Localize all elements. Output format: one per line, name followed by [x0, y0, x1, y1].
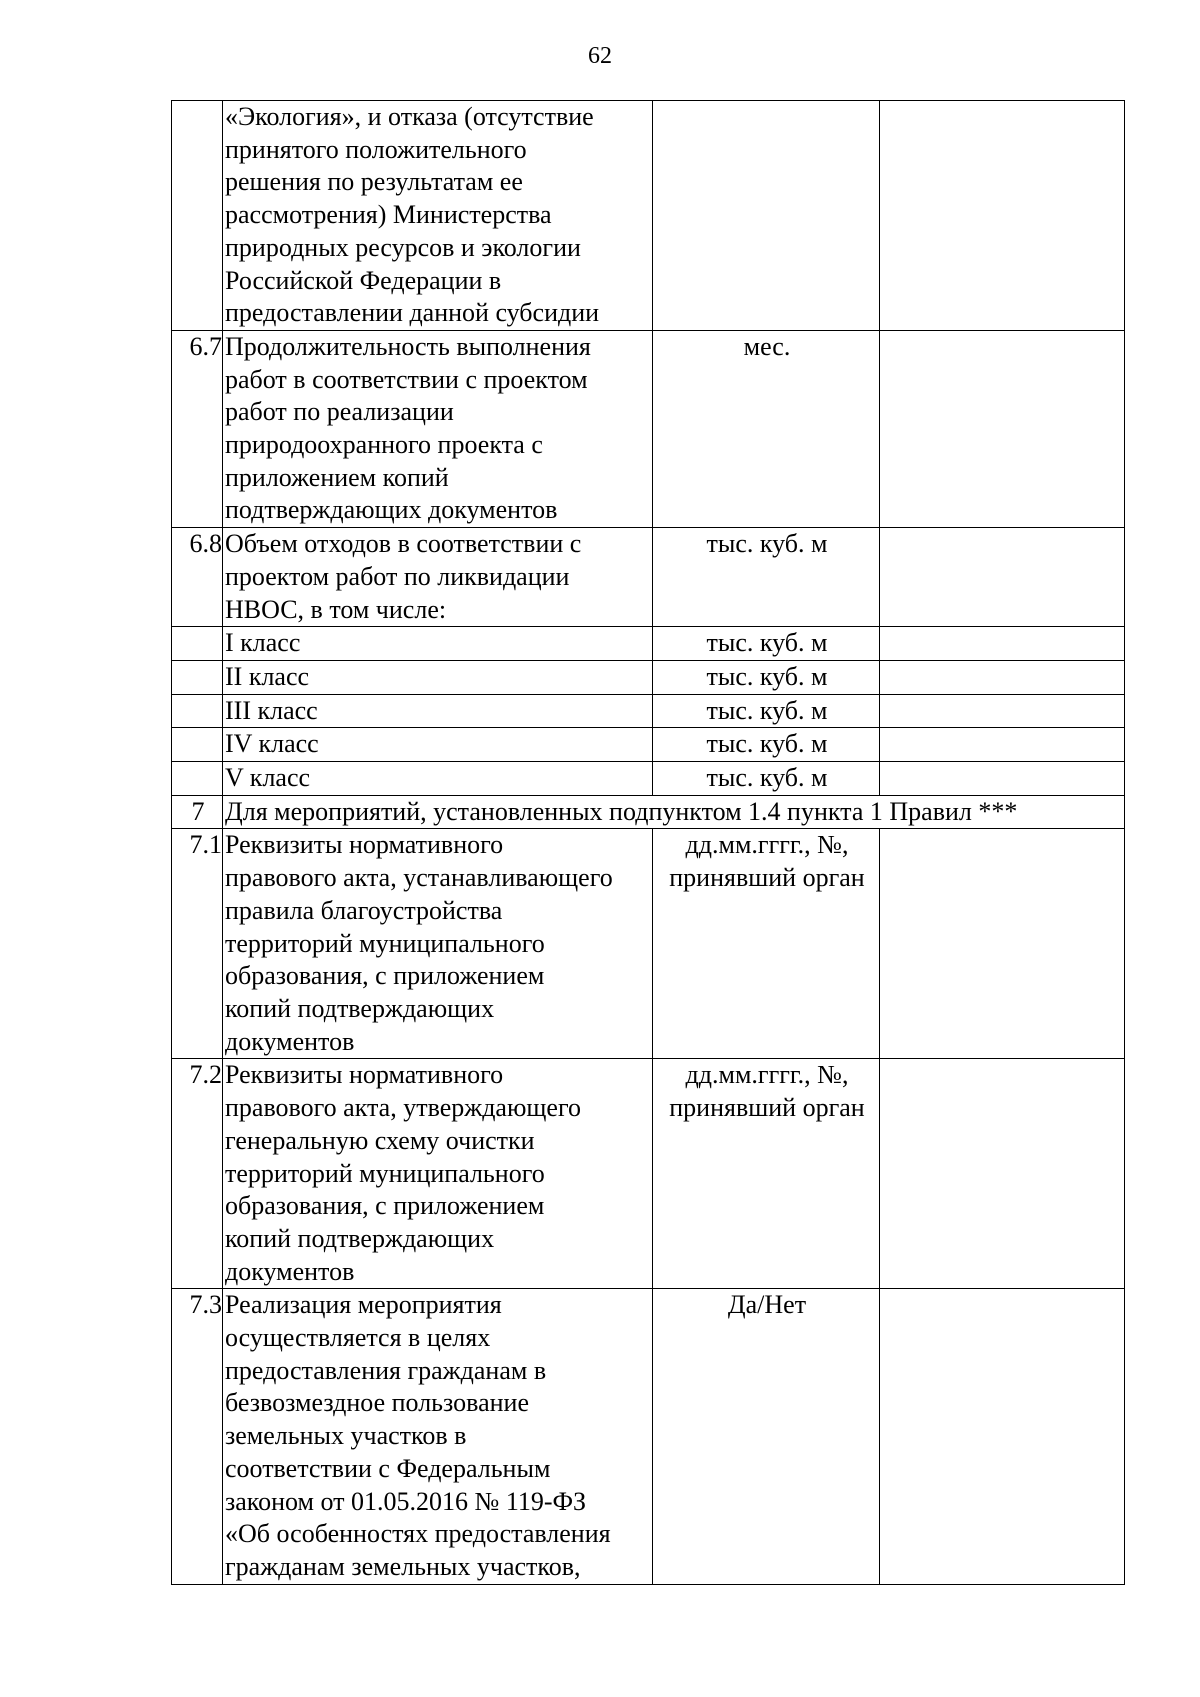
page-number: 62 [588, 43, 612, 69]
row-number [172, 101, 223, 331]
row-value-cell [880, 694, 1125, 728]
row-description: II класс [223, 660, 653, 694]
row-number [172, 728, 223, 762]
table-row [172, 694, 1125, 728]
row-description: V класс [223, 762, 653, 796]
row-unit: тыс. куб. м [653, 660, 880, 694]
table-row [172, 1059, 1125, 1289]
row-unit [653, 101, 880, 331]
row-value-cell [880, 1059, 1125, 1289]
section-header-row [172, 795, 1125, 829]
row-number: 6.8 [172, 528, 223, 627]
row-description: Реквизиты нормативного правового акта, утверждающего генеральную схему очистки территорий муниципального образования, с приложением копий подтверждающих документов [223, 1059, 653, 1289]
row-number: 7.1 [172, 829, 223, 1059]
table-row [172, 660, 1125, 694]
row-unit: тыс. куб. м [653, 762, 880, 796]
row-description: Объем отходов в соответствии с проектом работ по ликвидации НВОС, в том числе: [223, 528, 653, 627]
row-value-cell [880, 101, 1125, 331]
row-number [172, 762, 223, 796]
row-number [172, 627, 223, 661]
row-unit: тыс. куб. м [653, 728, 880, 762]
row-description: Реализация мероприятия осуществляется в целях предоставления гражданам в безвозмездное пользование земельных участков в соответствии с Федеральным законом от 01.05.2016 № 119-ФЗ «Об особенностях предоставления гражданам земельных участков, [223, 1289, 653, 1584]
row-unit: Да/Нет [653, 1289, 880, 1584]
row-value-cell [880, 330, 1125, 527]
row-description: «Экология», и отказа (отсутствие принятого положительного решения по результатам ее рассмотрения) Министерства природных ресурсов и экологии Российской Федерации в предоставлении данной субсидии [223, 101, 653, 331]
section-number: 7 [172, 795, 223, 829]
row-unit: тыс. куб. м [653, 528, 880, 627]
table-row [172, 528, 1125, 627]
row-number [172, 694, 223, 728]
row-value-cell [880, 627, 1125, 661]
row-number: 7.3 [172, 1289, 223, 1584]
row-value-cell [880, 1289, 1125, 1584]
section-title: Для мероприятий, установленных подпунктом 1.4 пункта 1 Правил *** [223, 795, 1125, 829]
row-number: 6.7 [172, 330, 223, 527]
table-row [172, 728, 1125, 762]
table-row [172, 1289, 1125, 1584]
row-unit: дд.мм.гггг., №, принявший орган [653, 829, 880, 1059]
table-row [172, 101, 1125, 331]
row-unit: тыс. куб. м [653, 694, 880, 728]
table-row [172, 330, 1125, 527]
row-description: III класс [223, 694, 653, 728]
row-description: Продолжительность выполнения работ в соответствии с проектом работ по реализации природоохранного проекта с приложением копий подтверждающих документов [223, 330, 653, 527]
row-description: I класс [223, 627, 653, 661]
row-description: IV класс [223, 728, 653, 762]
row-unit: тыс. куб. м [653, 627, 880, 661]
table-row [172, 762, 1125, 796]
row-description: Реквизиты нормативного правового акта, устанавливающего правила благоустройства территорий муниципального образования, с приложением копий подтверждающих документов [223, 829, 653, 1059]
row-number: 7.2 [172, 1059, 223, 1289]
table-row [172, 829, 1125, 1059]
requirements-table [171, 100, 1125, 1585]
row-number [172, 660, 223, 694]
row-value-cell [880, 660, 1125, 694]
row-value-cell [880, 762, 1125, 796]
row-unit: мес. [653, 330, 880, 527]
row-value-cell [880, 528, 1125, 627]
row-unit: дд.мм.гггг., №, принявший орган [653, 1059, 880, 1289]
table-row [172, 627, 1125, 661]
row-value-cell [880, 728, 1125, 762]
row-value-cell [880, 829, 1125, 1059]
